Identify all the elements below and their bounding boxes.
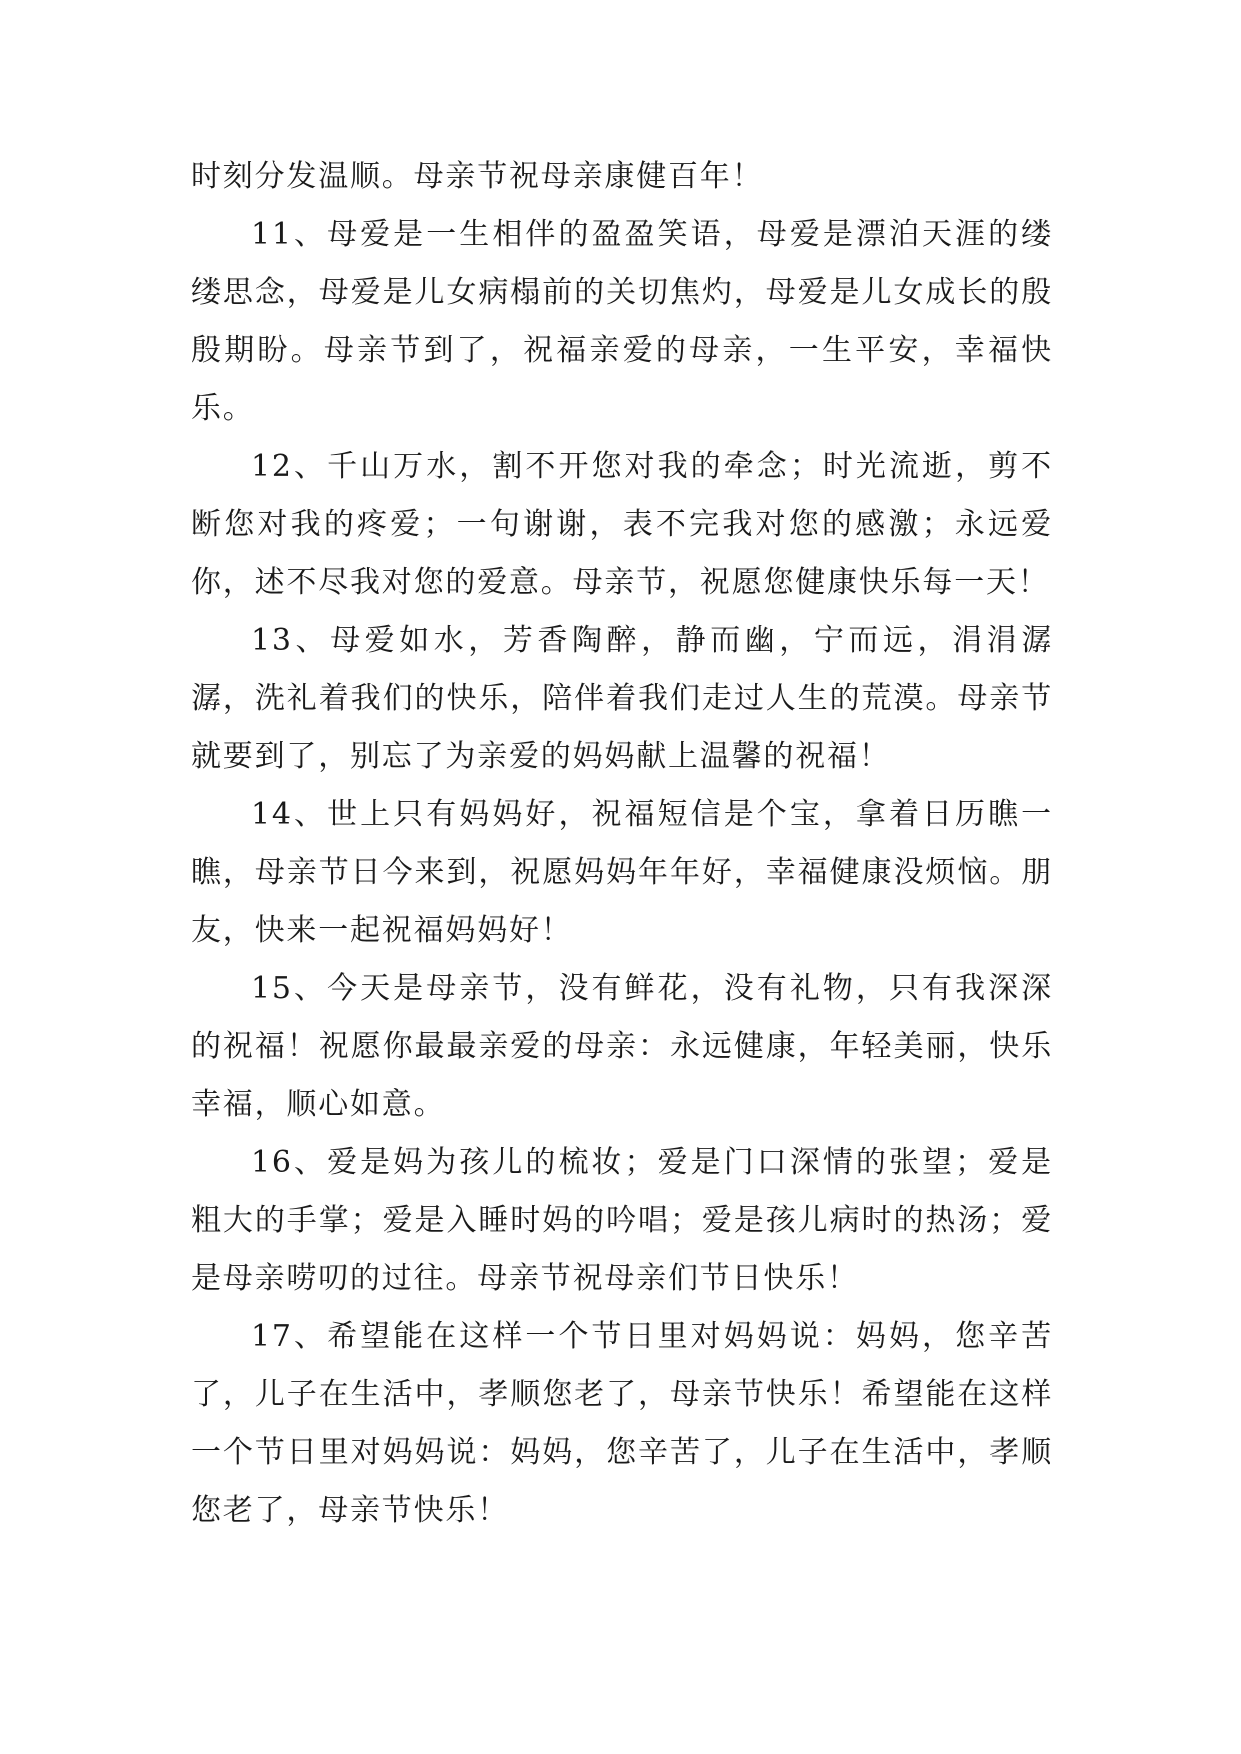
paragraph-15: 15、今天是母亲节，没有鲜花，没有礼物，只有我深深的祝福！祝愿你最最亲爱的母亲：永远健康，年轻美丽，快乐幸福，顺心如意。 — [191, 971, 1053, 1122]
paragraph-12: 12、千山万水，割不开您对我的牵念；时光流逝，剪不断您对我的疼爱；一句谢谢，表不完我对您的感激；永远爱你，述不尽我对您的爱意。母亲节，祝愿您健康快乐每一天！ — [191, 449, 1053, 600]
paragraph-14: 14、世上只有妈妈好，祝福短信是个宝，拿着日历瞧一瞧，母亲节日今来到，祝愿妈妈年年好，幸福健康没烦恼。朋友，快来一起祝福妈妈好！ — [191, 797, 1053, 948]
paragraph-continuation: 时刻分发温顺。母亲节祝母亲康健百年！ — [191, 159, 764, 194]
paragraph-13: 13、母爱如水，芳香陶醉，静而幽，宁而远，涓涓潺潺，洗礼着我们的快乐，陪伴着我们走过人生的荒漠。母亲节就要到了，别忘了为亲爱的妈妈献上温馨的祝福！ — [191, 623, 1053, 774]
paragraph-17: 17、希望能在这样一个节日里对妈妈说：妈妈，您辛苦了，儿子在生活中，孝顺您老了，母亲节快乐！希望能在这样一个节日里对妈妈说：妈妈，您辛苦了，儿子在生活中，孝顺您老了，母亲节快乐！ — [191, 1319, 1053, 1528]
document-body — [191, 148, 1053, 1540]
paragraph-11: 11、母爱是一生相伴的盈盈笑语，母爱是漂泊天涯的缕缕思念，母爱是儿女病榻前的关切焦灼，母爱是儿女成长的殷殷期盼。母亲节到了，祝福亲爱的母亲，一生平安，幸福快乐。 — [191, 217, 1053, 426]
paragraph-16: 16、爱是妈为孩儿的梳妆；爱是门口深情的张望；爱是粗大的手掌；爱是入睡时妈的吟唱；爱是孩儿病时的热汤；爱是母亲唠叨的过往。母亲节祝母亲们节日快乐！ — [191, 1145, 1053, 1296]
